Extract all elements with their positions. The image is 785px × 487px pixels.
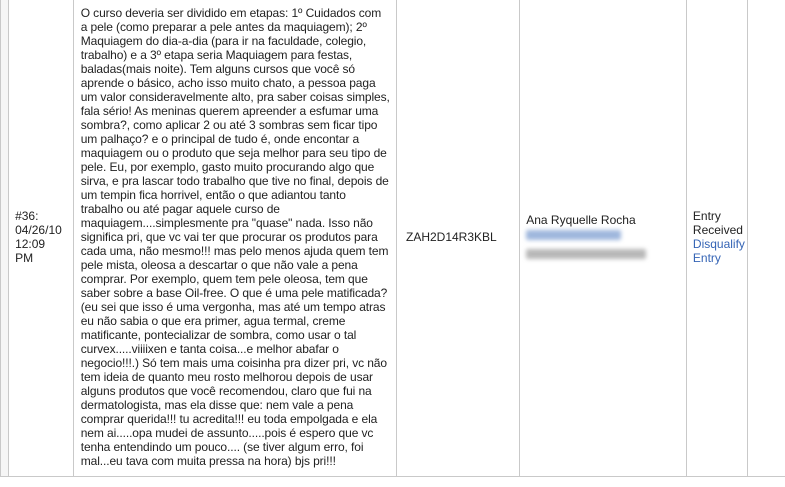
entry-time: 12:09 — [15, 237, 45, 251]
entry-text: O curso deveria ser dividido em etapas: 1º Cuidados com a pele (como preparar a pele antes da maquiagem); 2º Maquiagem do dia-a-dia (para ir na faculdade, colegio, trabalho) e a 3º etapa seria Maquiagem para festas, baladas(mais noite). Tem alguns cursos que você só aprende o básico, acho isso muito chato, a pessoa paga um valor consideravelmente alto, pra saber coisas simples, fala sério! As meninas querem apreender a esfumar uma sombra?, como aplicar 2 ou até 3 sombras sem ficar tipo um palhaço? e o principal de tudo é, onde encontar a maquiagem ou o produto que seja melhor para seu tipo de pele. Eu, por exemplo, gasto muito procurando algo que sirva, e pra lascar todo trabalho que tive no final, depois de um tempin fica horrivel, então o que adiantou tanto trabalho ou até pagar aquele curso de maquiagem....simplesmente pra "quase" nada. Isso não significa pri, que vc vai ter que procurar os produtos para cada uma, não mesmo!!! mas pelo menos ajuda quem tem pele mista, oleosa a descartar o que não vale a pena comprar. Por exemplo, quem tem pele oleosa, tem que saber sobre a base Oil-free. O que é uma pele matificada? (eu sei que isso é uma vergonha, mas até um tempo atras eu não sabia o que era primer, agua termal, creme matificante, pontecializar de sombra, como usar o tal curvex.....viiiixen e tanta coisa...e melhor abafar o negocio!!!.) Só tem mais uma coisinha pra dizer pri, vc não tem ideia de quanto meu rosto melhorou depois de usar alguns produtos que você recomendou, claro que fui na dermatologista, mas ela disse que: nem vale a pena comprar querida!!! tu acredita!!! eu toda empolgada e ela nem ai.....opa mudei de assunto.....pois é espero que vc tenha entendindo um pouco.... (se tiver algum erro, foi mal...eu tava com muita pressa na hora) bjs pri!!! — [81, 6, 390, 468]
row-handle-cell — [1, 0, 9, 477]
disqualify-link-line2[interactable]: Entry — [693, 251, 721, 265]
table-row — [1, 0, 785, 477]
user-info-cell — [520, 0, 687, 477]
entry-id-cell — [9, 0, 74, 477]
user-name: Ana Ryquelle Rocha — [526, 213, 680, 227]
status-cell — [686, 0, 747, 477]
entry-code-cell — [396, 0, 519, 477]
disqualify-link-line1[interactable]: Disqualify — [693, 237, 745, 251]
entry-meridiem: PM — [15, 251, 33, 265]
entry-date: 04/26/10 — [15, 223, 62, 237]
disqualify-entry-link[interactable] — [693, 237, 743, 265]
entry-id: #36: — [15, 209, 38, 223]
entry-code: ZAH2D14R3KBL — [406, 230, 497, 244]
entry-status-line2: Received — [693, 223, 743, 237]
redacted-email — [526, 230, 621, 240]
entry-text-cell — [73, 0, 396, 477]
extra-cell — [747, 0, 785, 477]
entry-status-line1: Entry — [693, 209, 721, 223]
redacted-phone — [526, 249, 646, 259]
